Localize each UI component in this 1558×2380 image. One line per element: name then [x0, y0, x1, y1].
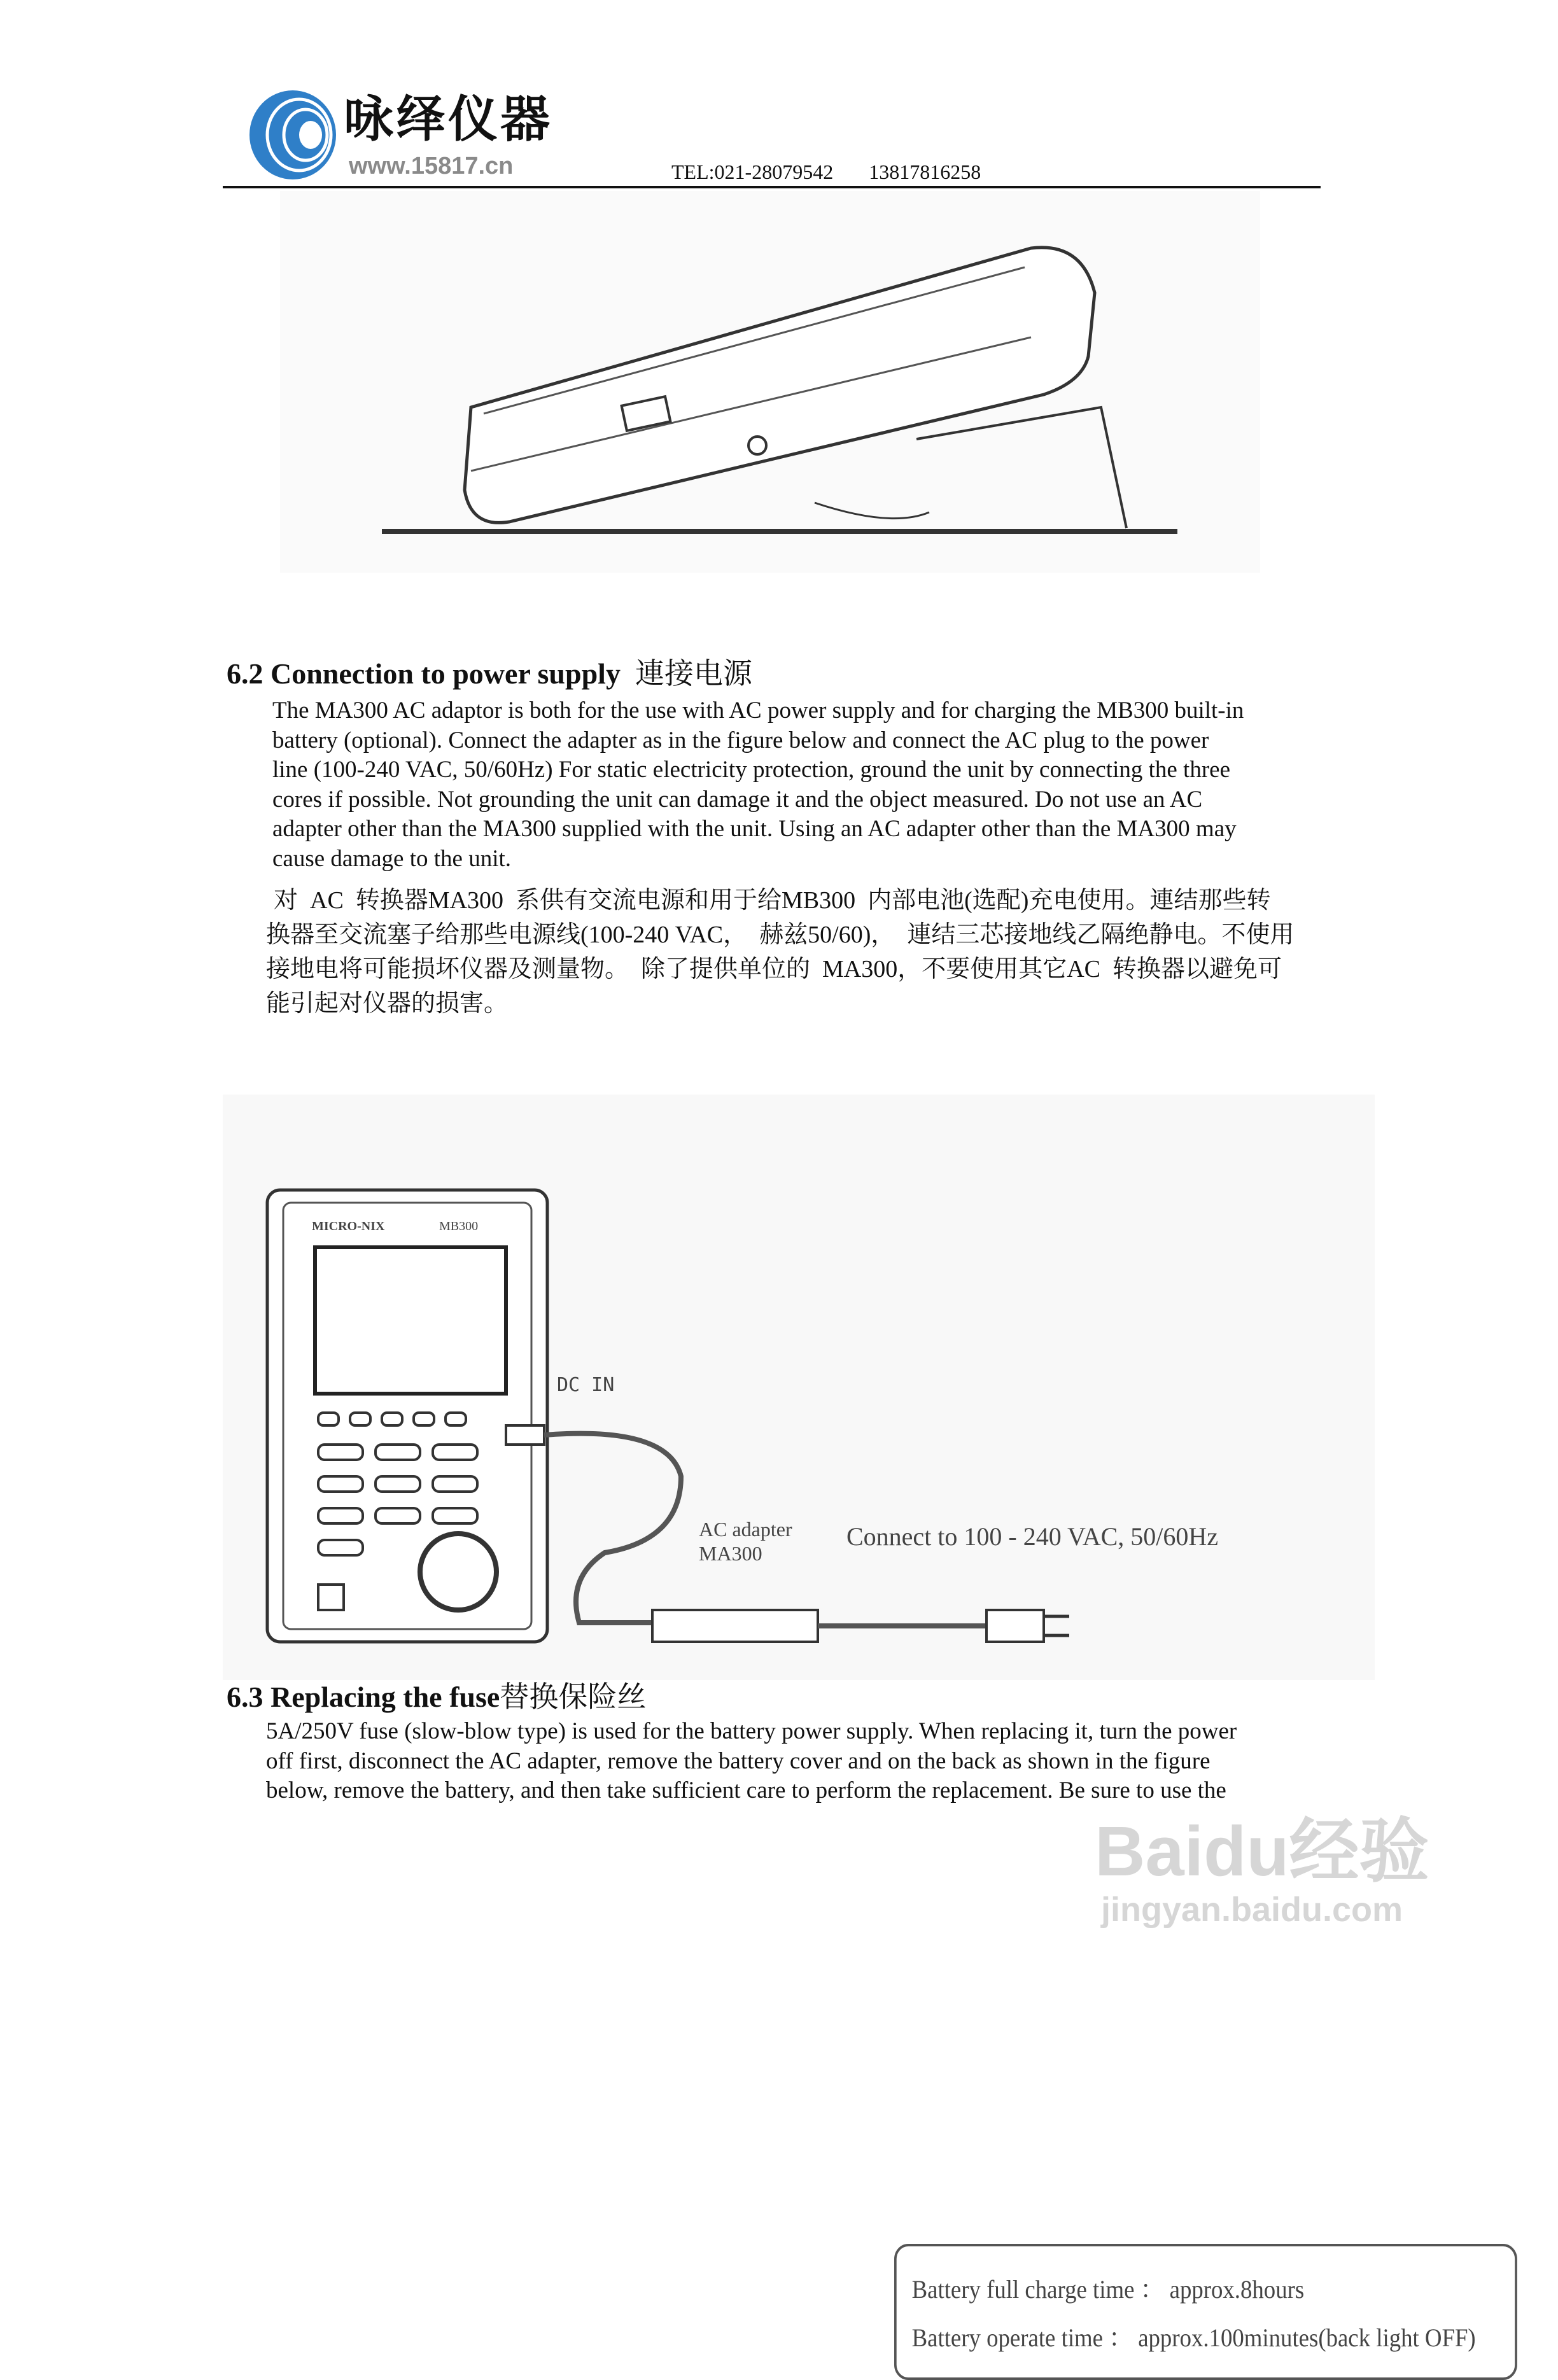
- text-line: cores if possible. Not grounding the unit can damage it and the object measured. Do not use an AC: [272, 786, 1203, 813]
- text-line: 5A/250V fuse (slow-blow type) is used for the battery power supply. When replacing it, turn the power: [266, 1718, 1237, 1744]
- text-line: The MA300 AC adaptor is both for the use with AC power supply and for charging the MB300 built-in: [272, 697, 1244, 724]
- device-model: MB300: [439, 1219, 479, 1233]
- section-6-2-paragraph-cn: [266, 883, 1323, 1021]
- device-brand: MICRO-NIX: [312, 1219, 385, 1233]
- text-line: off first, disconnect the AC adapter, remove the battery cover and on the back as shown in the figure: [266, 1747, 1211, 1774]
- section-6-3-heading: [227, 1680, 646, 1714]
- tel: TEL:021-28079542: [671, 160, 834, 183]
- adapter-model: MA300: [699, 1542, 762, 1565]
- text-line: 接地电将可能损坏仪器及测量物。 除了提供单位的 MA300，不要使用其它AC 转换器以避免可: [266, 956, 1282, 983]
- text-line: 换器至交流塞子给那些电源线(100-240 VAC， 赫兹50/60)， 連结三芯接地线乙隔绝静电。不使用: [266, 921, 1295, 948]
- section-6-2-paragraph: [272, 696, 1244, 874]
- text-line: 对 AC 转换器MA300 系供有交流电源和用于给MB300 内部电池(选配)充电使用。連结那些转: [274, 887, 1271, 914]
- heading-text: 6.3 Replacing the fuse: [227, 1681, 500, 1713]
- mobile: 13817816258: [869, 160, 981, 183]
- operate-time: Battery operate time ： approx.100minutes(back light OFF): [911, 2323, 1476, 2352]
- watermark-brand: Baidu经验: [1095, 1812, 1429, 1891]
- heading-text: 6.2 Connection to power supply: [227, 657, 621, 690]
- logo-icon: [247, 89, 342, 181]
- header-divider: [223, 186, 1321, 188]
- dc-in-label: DC IN: [557, 1374, 615, 1396]
- text-line: adapter other than the MA300 supplied with the unit. Using an AC adapter other than the MA300 may: [272, 816, 1237, 842]
- baidu-watermark: [1095, 1814, 1429, 1929]
- text-line: cause damage to the unit.: [272, 845, 512, 872]
- logo-text: 咏绎仪器: [344, 91, 553, 148]
- text-line: battery (optional). Connect the adapter as in the figure below and connect the AC plug to the power: [272, 727, 1209, 753]
- adapter-label: [699, 1517, 792, 1565]
- heading-text-cn: 替换保险丝: [500, 1681, 647, 1713]
- device-tilt-illustration: [280, 191, 1260, 573]
- heading-text-cn: 連接电源: [635, 657, 752, 690]
- text-line: line (100-240 VAC, 50/60Hz) For static electricity protection, ground the unit by connecting the three: [272, 757, 1231, 783]
- text-line: 能引起对仪器的损害。: [266, 990, 509, 1017]
- section-6-3-paragraph: [266, 1717, 1237, 1806]
- charge-time: Battery full charge time ： approx.8hours: [911, 2275, 1305, 2304]
- connect-voltage-label: Connect to 100 - 240 VAC, 50/60Hz: [846, 1522, 1219, 1551]
- section-6-2-heading: [227, 657, 752, 691]
- device-illustration: [223, 1095, 1375, 1680]
- logo-url: www.15817.cn: [349, 153, 514, 179]
- battery-info-box: [894, 2244, 1517, 2380]
- text-line: below, remove the battery, and then take sufficient care to perform the replacement. Be sure to use the: [266, 1777, 1226, 1803]
- watermark-url: jingyan.baidu.com: [1101, 1891, 1403, 1929]
- adapter-name: AC adapter: [699, 1518, 792, 1541]
- phone-number: [671, 160, 981, 183]
